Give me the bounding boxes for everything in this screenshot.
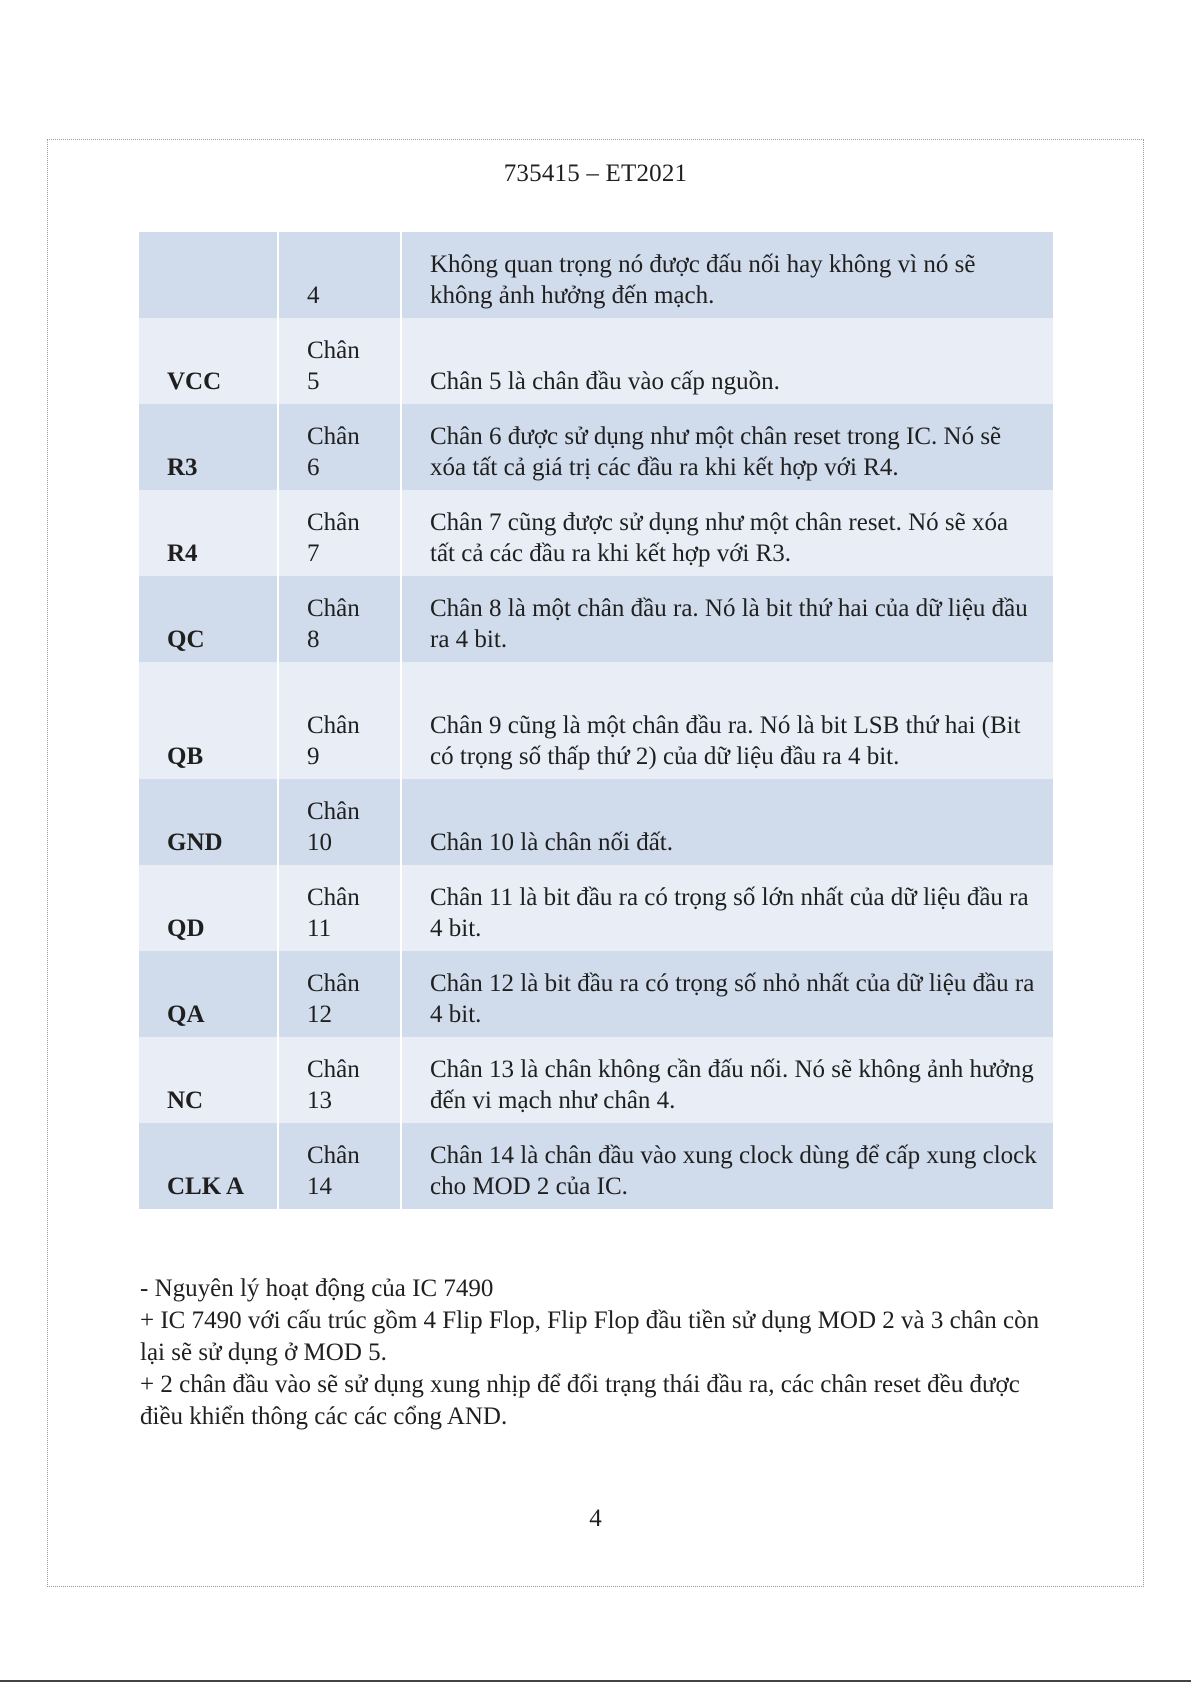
pin-description: Chân 7 cũng được sử dụng như một chân reset. Nó sẽ xóa tất cả các đầu ra khi kết hợp với R3. — [401, 490, 1053, 576]
table-row — [139, 865, 1053, 951]
pin-number: Chân 9 — [278, 662, 401, 779]
pin-description: Chân 12 là bit đầu ra có trọng số nhỏ nhất của dữ liệu đầu ra 4 bit. — [401, 951, 1053, 1037]
pin-description: Chân 10 là chân nối đất. — [401, 779, 1053, 865]
table-row — [139, 662, 1053, 779]
pin-description: Chân 13 là chân không cần đấu nối. Nó sẽ không ảnh hưởng đến vi mạch như chân 4. — [401, 1037, 1053, 1123]
table-row — [139, 951, 1053, 1037]
pin-table — [139, 232, 1053, 1209]
table-row — [139, 1123, 1053, 1209]
pin-name — [139, 232, 278, 318]
pin-name: GND — [139, 779, 278, 865]
paragraph: + IC 7490 với cấu trúc gồm 4 Flip Flop, Flip Flop đầu tiền sử dụng MOD 2 và 3 chân còn lại sẽ sử dụng ở MOD 5. — [140, 1307, 1040, 1366]
pin-number: Chân 6 — [278, 404, 401, 490]
bottom-rule — [0, 1680, 1191, 1682]
pin-description: Chân 11 là bit đầu ra có trọng số lớn nhất của dữ liệu đầu ra 4 bit. — [401, 865, 1053, 951]
pin-name: VCC — [139, 318, 278, 404]
pin-name: R4 — [139, 490, 278, 576]
pin-description: Chân 14 là chân đầu vào xung clock dùng để cấp xung clock cho MOD 2 của IC. — [401, 1123, 1053, 1209]
page-number: 4 — [589, 1505, 602, 1532]
table-row — [139, 490, 1053, 576]
pin-description: Chân 8 là một chân đầu ra. Nó là bit thứ hai của dữ liệu đầu ra 4 bit. — [401, 576, 1053, 662]
pin-number: Chân 10 — [278, 779, 401, 865]
pin-number: Chân 14 — [278, 1123, 401, 1209]
pin-name: R3 — [139, 404, 278, 490]
pin-number: Chân 11 — [278, 865, 401, 951]
pin-number: 4 — [278, 232, 401, 318]
paragraph: + 2 chân đầu vào sẽ sử dụng xung nhịp để đổi trạng thái đầu ra, các chân reset đều được điều khiển thông các các cổng AND. — [140, 1371, 1020, 1430]
pin-name: QD — [139, 865, 278, 951]
section-heading: - Nguyên lý hoạt động của IC 7490 — [140, 1275, 494, 1302]
pin-name: CLK A — [139, 1123, 278, 1209]
pin-description: Chân 5 là chân đầu vào cấp nguồn. — [401, 318, 1053, 404]
pin-description: Chân 6 được sử dụng như một chân reset trong IC. Nó sẽ xóa tất cả giá trị các đầu ra khi kết hợp với R4. — [401, 404, 1053, 490]
pin-number: Chân 5 — [278, 318, 401, 404]
pin-number: Chân 13 — [278, 1037, 401, 1123]
pin-name: QA — [139, 951, 278, 1037]
page-header: 735415 – ET2021 — [503, 160, 688, 187]
table-row — [139, 404, 1053, 490]
pin-name: NC — [139, 1037, 278, 1123]
table-row — [139, 318, 1053, 404]
pin-description: Chân 9 cũng là một chân đầu ra. Nó là bit LSB thứ hai (Bit có trọng số thấp thứ 2) của dữ liệu đầu ra 4 bit. — [401, 662, 1053, 779]
pin-number: Chân 7 — [278, 490, 401, 576]
pin-name: QC — [139, 576, 278, 662]
table-row — [139, 576, 1053, 662]
table-row — [139, 779, 1053, 865]
pin-description: Không quan trọng nó được đấu nối hay không vì nó sẽ không ảnh hưởng đến mạch. — [401, 232, 1053, 318]
table-row — [139, 232, 1053, 318]
pin-name: QB — [139, 662, 278, 779]
pin-number: Chân 8 — [278, 576, 401, 662]
pin-number: Chân 12 — [278, 951, 401, 1037]
table-row — [139, 1037, 1053, 1123]
body-text — [140, 1273, 1060, 1433]
